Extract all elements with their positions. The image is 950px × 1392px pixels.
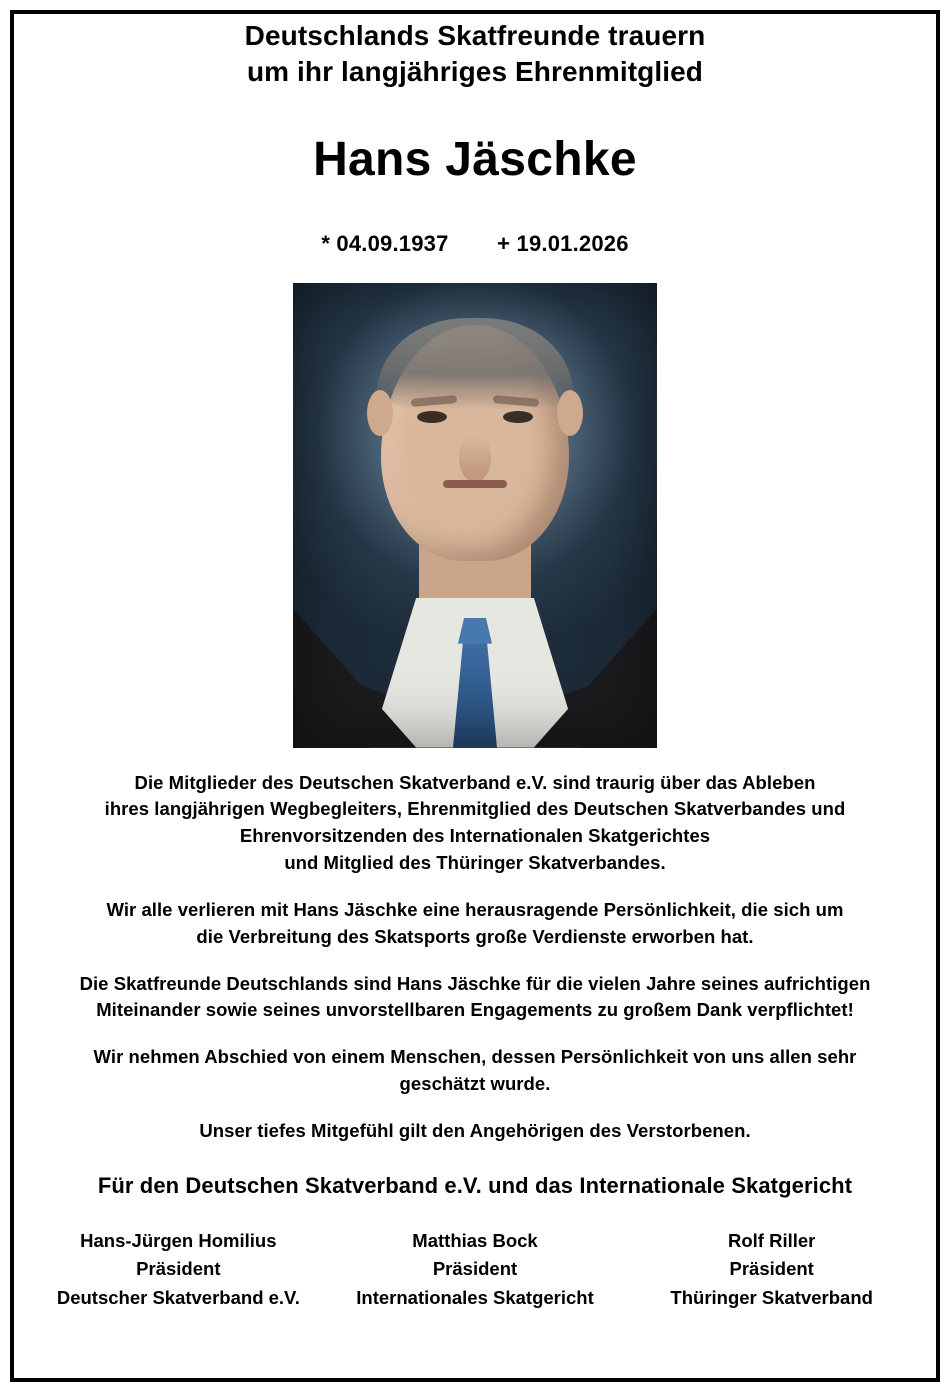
portrait-eye-left bbox=[417, 411, 447, 423]
paragraph-1: Die Mitglieder des Deutschen Skatverband e.V. sind traurig über das Ableben ihres langjährigen Wegbegleiters, Ehrenmitglied des Deutschen Skatverbandes und Ehrenvorsitzenden des Internationalen Skatgerichtes und Mitglied des Thüringer Skatverbandes. bbox=[104, 771, 846, 874]
headline-line-1: Deutschlands Skatfreunde trauern bbox=[244, 20, 706, 51]
portrait-ear-left bbox=[367, 390, 393, 436]
signer-2-role: Präsident bbox=[432, 1258, 518, 1280]
signer-3-name: Rolf Riller bbox=[727, 1229, 816, 1251]
paragraph-4: Wir nehmen Abschied von einem Menschen, dessen Persönlichkeit von uns allen sehr geschätzt wurde. bbox=[93, 1046, 857, 1094]
signer-1-name: Hans-Jürgen Homilius bbox=[80, 1229, 277, 1251]
signer-3-organization: Thüringer Skatverband bbox=[670, 1286, 873, 1308]
signer-2-name: Matthias Bock bbox=[412, 1229, 538, 1251]
signer-3-role: Präsident bbox=[729, 1258, 814, 1280]
headline bbox=[245, 18, 706, 90]
paragraph-2: Wir alle verlieren mit Hans Jäschke eine herausragende Persönlichkeit, die sich um die Verbreitung des Skatsports große Verdienste erworben hat. bbox=[106, 898, 844, 947]
paragraph-3: Die Skatfreunde Deutschlands sind Hans Jäschke für die vielen Jahre seines aufrichtigen Miteinander sowie seines unvorstellbaren Engagements zu großem Dank verpflichtet! bbox=[79, 972, 871, 1021]
death-date: + 19.01.2026 bbox=[497, 230, 629, 256]
paragraph-5: Unser tiefes Mitgefühl gilt den Angehörigen des Verstorbenen. bbox=[199, 1119, 751, 1141]
birth-date: * 04.09.1937 bbox=[321, 230, 449, 256]
headline-line-2: um ihr langjähriges Ehrenmitglied bbox=[246, 55, 704, 87]
signer-2-organization: Internationales Skatgericht bbox=[356, 1286, 594, 1308]
signers-row bbox=[30, 1227, 920, 1313]
portrait-nose bbox=[459, 436, 491, 482]
deceased-name: Hans Jäschke bbox=[313, 132, 637, 186]
portrait-photo bbox=[293, 283, 657, 748]
portrait-ear-right bbox=[557, 390, 583, 436]
signer-1-role: Präsident bbox=[136, 1258, 221, 1280]
obituary-body bbox=[30, 770, 920, 1163]
life-dates bbox=[321, 231, 628, 257]
closing-line: Für den Deutschen Skatverband e.V. und das Internationale Skatgericht bbox=[97, 1172, 853, 1198]
signer-1-organization: Deutscher Skatverband e.V. bbox=[56, 1286, 300, 1308]
portrait-mouth bbox=[443, 480, 507, 488]
signer-2 bbox=[327, 1227, 624, 1313]
signer-3 bbox=[623, 1227, 920, 1313]
signer-1 bbox=[30, 1227, 327, 1313]
portrait-eye-right bbox=[503, 411, 533, 423]
